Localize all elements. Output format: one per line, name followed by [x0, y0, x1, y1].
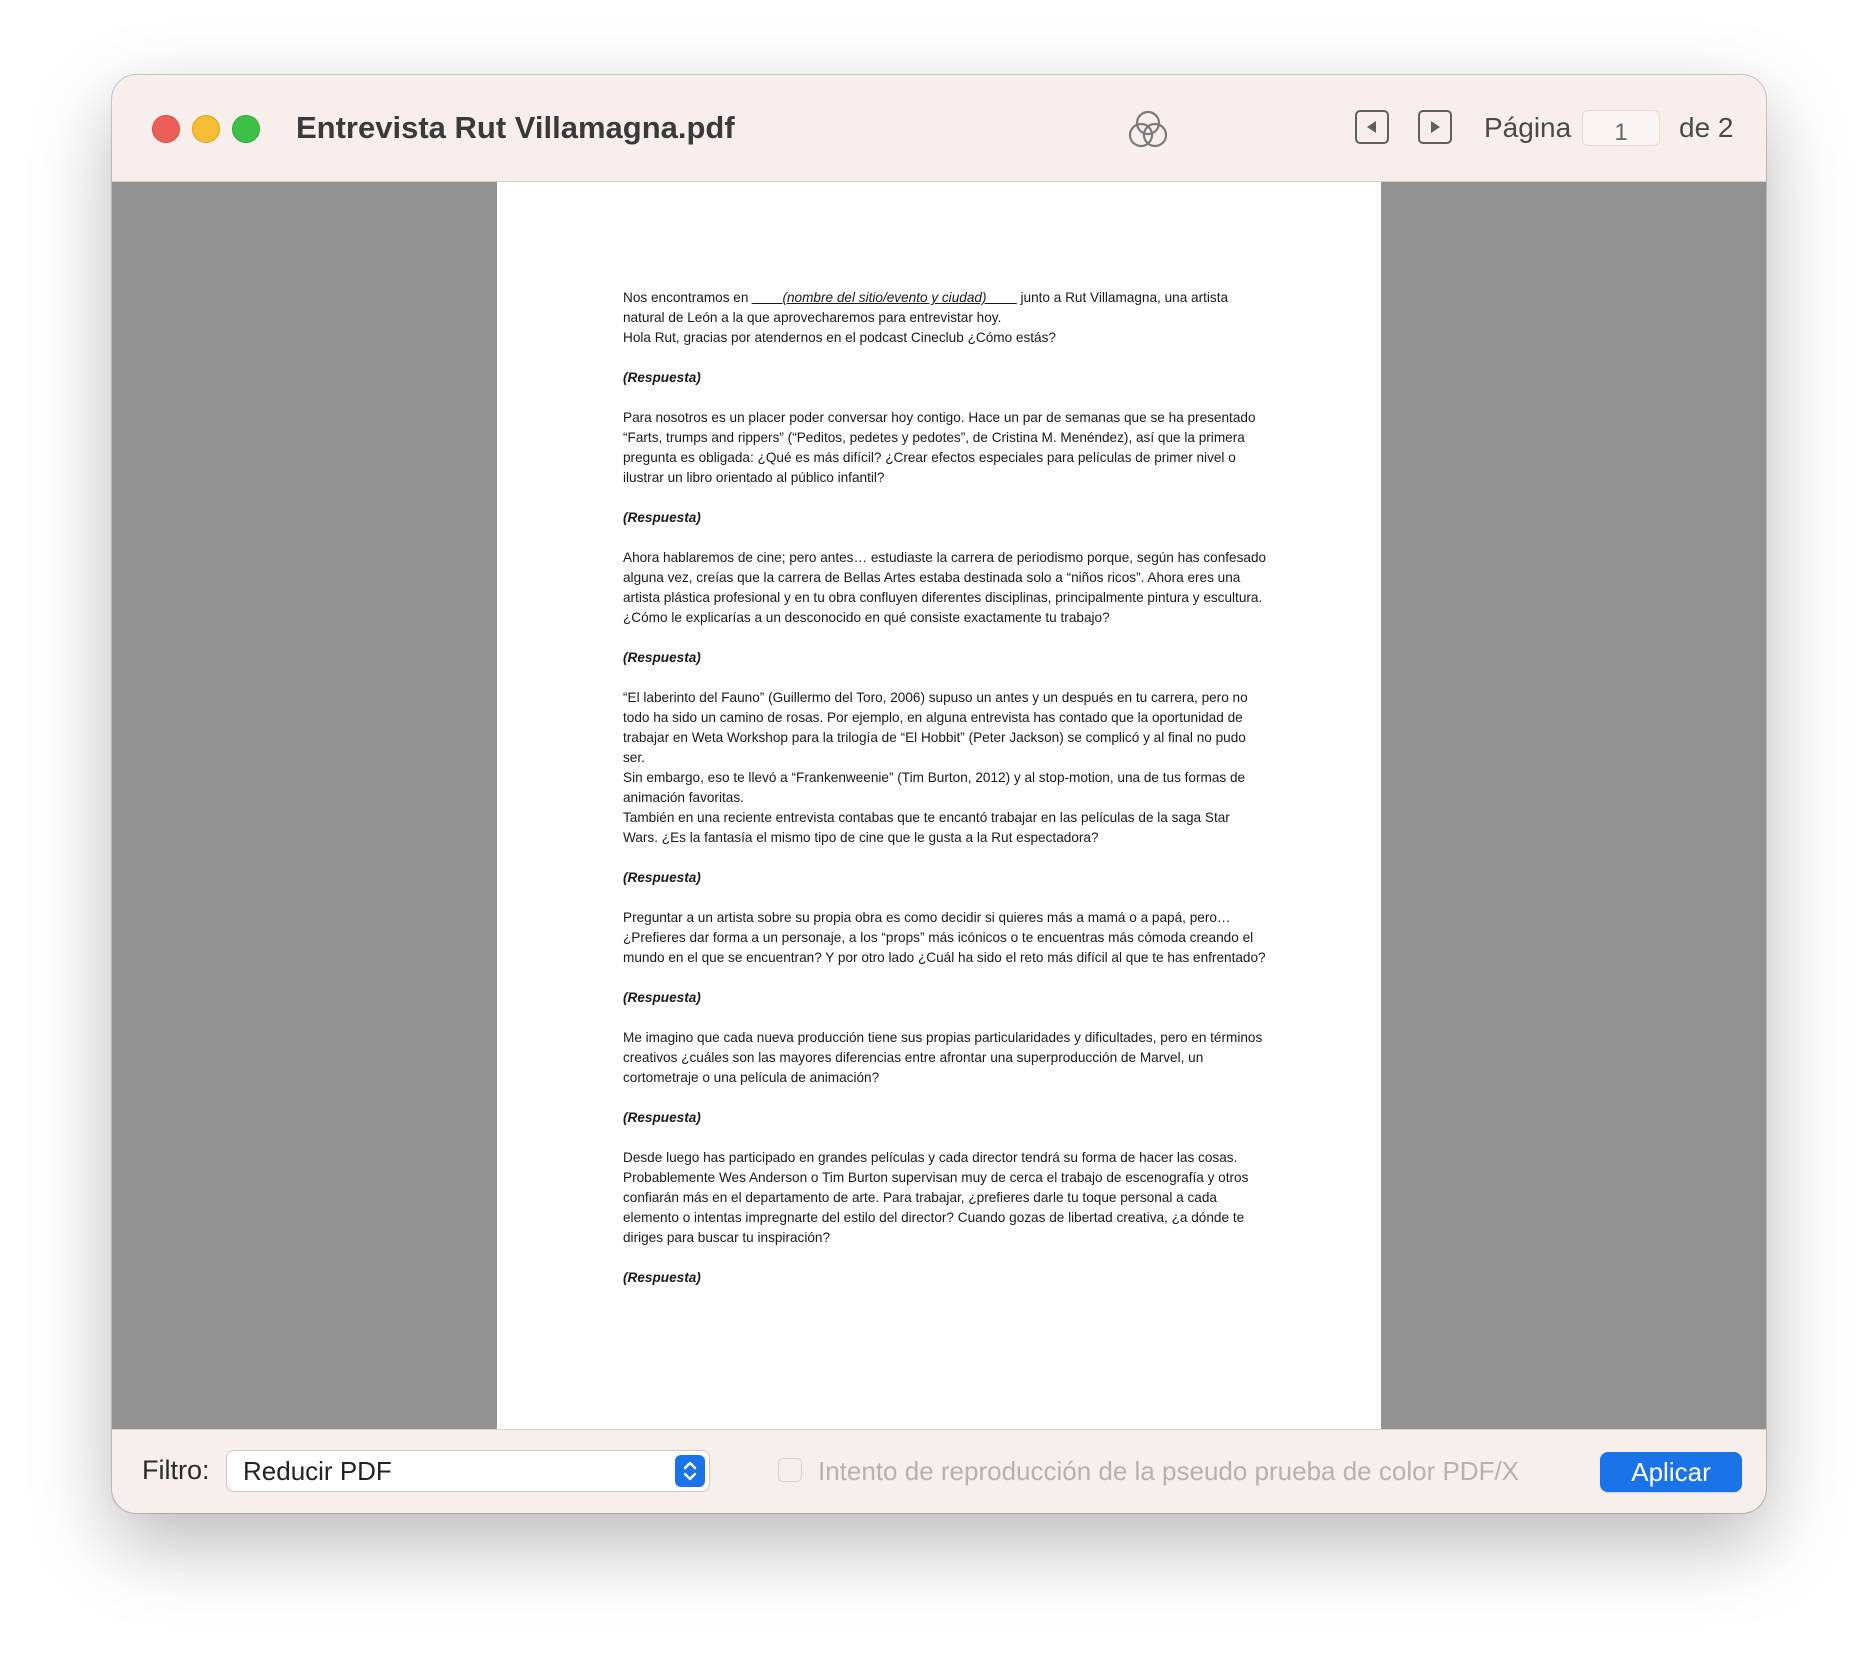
question-3-part-c: También en una reciente entrevista contabas que te encantó trabajar en las películas de la saga Star Wars. ¿Es la fantasía el mismo tipo de cine que le gusta a la Rut espectadora? — [623, 810, 1230, 845]
question-5: Me imagino que cada nueva producción tiene sus propias particularidades y dificultades, pero en términos creativos ¿cuáles son las mayores diferencias entre afrontar una superproducción de Marvel, un cortometraje o una película de animación? — [623, 1030, 1263, 1085]
page-total: de 2 — [1679, 112, 1734, 143]
minimize-button[interactable] — [192, 115, 220, 143]
response-placeholder: (Respuesta) — [623, 1110, 701, 1125]
close-button[interactable] — [152, 115, 180, 143]
document-canvas[interactable] — [112, 182, 1766, 1430]
preview-window — [112, 75, 1766, 1513]
window-title: Entrevista Rut Villamagna.pdf — [296, 110, 735, 145]
pdf-page — [497, 182, 1381, 1430]
response-placeholder: (Respuesta) — [623, 990, 701, 1005]
intro-text-pre: Nos encontramos en — [623, 290, 753, 305]
intro-line-2: Hola Rut, gracias por atendernos en el podcast Cineclub ¿Cómo estás? — [623, 330, 1056, 345]
pdfx-proof-checkbox[interactable] — [778, 1458, 802, 1482]
response-placeholder: (Respuesta) — [623, 510, 701, 525]
filter-label: Filtro: — [142, 1455, 210, 1485]
previous-page-button[interactable] — [1355, 110, 1389, 144]
pdfx-proof-label: Intento de reproducción de la pseudo prueba de color PDF/X — [818, 1456, 1520, 1486]
question-1: Para nosotros es un placer poder conversar hoy contigo. Hace un par de semanas que se ha presentado “Farts, trumps and rippers” (“Peditos, pedetes y pedotes”, de Cristina M. Menéndez), así que la primera pregunta es obligada: ¿Qué es más difícil? ¿Crear efectos especiales para películas de primer nivel o ilustrar un libro orientado al público infantil? — [623, 410, 1256, 485]
filter-selected-value: Reducir PDF — [243, 1456, 392, 1486]
filter-circles-icon[interactable] — [1125, 107, 1171, 153]
page-number-field[interactable]: 1 — [1582, 110, 1660, 146]
response-placeholder: (Respuesta) — [623, 370, 701, 385]
response-placeholder: (Respuesta) — [623, 870, 701, 885]
question-6: Desde luego has participado en grandes películas y cada director tendrá su forma de hacer las cosas. Probablemente Wes Anderson o Tim Burton supervisan muy de cerca el trabajo de escenografía y otros confiarán más en el departamento de arte. Para trabajar, ¿prefieres darle tu toque personal a cada elemento o intentas impregnarte del estilo del director? Cuando gozas de libertad creativa, ¿a dónde te diriges para buscar tu inspiración? — [623, 1150, 1249, 1245]
question-2: Ahora hablaremos de cine; pero antes… estudiaste la carrera de periodismo porque, según has confesado alguna vez, creías que la carrera de Bellas Artes estaba destinada solo a “niños ricos”. Ahora eres una artista plástica profesional y en tu obra confluyen diferentes disciplinas, principalmente pintura y escultura. ¿Cómo le explicarías a un desconocido en qué consiste exactamente tu trabajo? — [623, 550, 1267, 625]
export-options-bar — [112, 1429, 1766, 1513]
zoom-button[interactable] — [232, 115, 260, 143]
page-label: Página — [1484, 112, 1572, 143]
response-placeholder: (Respuesta) — [623, 650, 701, 665]
apply-button[interactable]: Aplicar — [1600, 1452, 1742, 1492]
question-3 — [623, 688, 1268, 848]
question-3-part-b: Sin embargo, eso te llevó a “Frankenweenie” (Tim Burton, 2012) y al stop-motion, una de tus formas de animación favoritas. — [623, 770, 1246, 805]
triangle-left-icon — [1364, 119, 1380, 135]
triangle-right-icon — [1427, 119, 1443, 135]
question-3-part-a: “El laberinto del Fauno” (Guillermo del Toro, 2006) supuso un antes y un después en tu carrera, pero no todo ha sido un camino de rosas. Por ejemplo, en alguna entrevista has contado que la oportunidad de trabajar en Weta Workshop para la trilogía de “El Hobbit” (Peter Jackson) se complicó y al final no pudo ser. — [623, 690, 1248, 765]
filter-popup-button[interactable] — [226, 1450, 710, 1492]
intro-text-post: junto a Rut Villamagna, una artista natural de León a la que aprovecharemos para entrevistar hoy. — [623, 290, 1229, 325]
chevron-up-down-icon — [675, 1455, 705, 1487]
intro-paragraph — [623, 288, 1268, 348]
pdf-page-text — [623, 288, 1268, 1308]
intro-blank: ____(nombre del sitio/evento y ciudad)____ — [752, 290, 1017, 305]
title-bar — [112, 75, 1766, 182]
question-4: Preguntar a un artista sobre su propia obra es como decidir si quieres más a mamá o a papá, pero… ¿Prefieres dar forma a un personaje, a los “props” más icónicos o te encuentras más cómoda creando el mundo en el que se encuentran? Y por otro lado ¿Cuál ha sido el reto más difícil al que te has enfrentado? — [623, 910, 1266, 965]
response-placeholder: (Respuesta) — [623, 1270, 701, 1285]
next-page-button[interactable] — [1418, 110, 1452, 144]
